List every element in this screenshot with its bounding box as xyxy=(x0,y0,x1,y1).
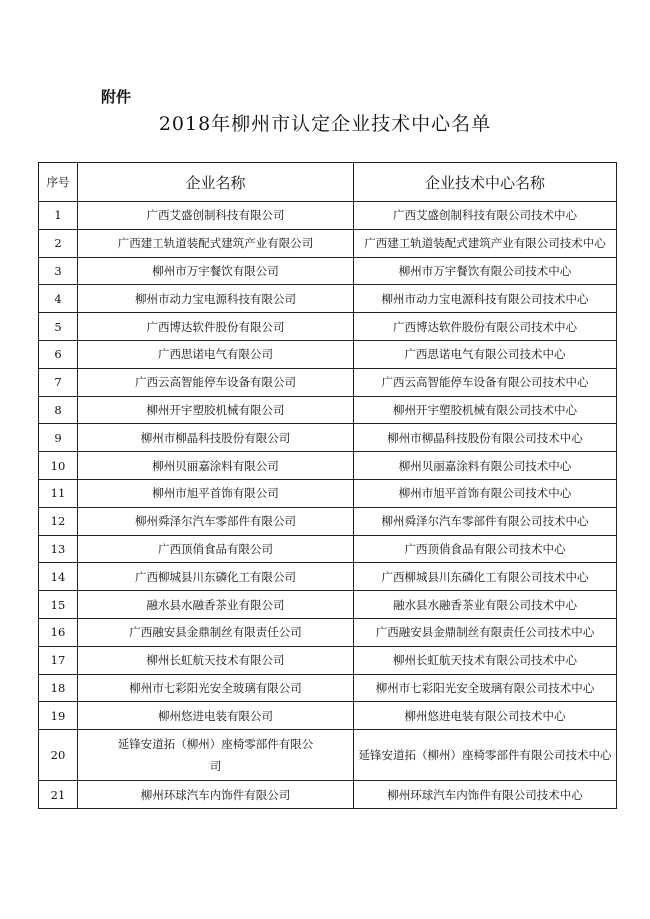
seq-cell: 11 xyxy=(39,479,78,507)
company-cell-line: 延锋安道拓（柳州）座椅零部件有限公 xyxy=(117,737,314,752)
seq-cell: 20 xyxy=(39,730,78,781)
center-cell: 广西艾盛创制科技有限公司技术中心 xyxy=(354,202,617,230)
company-cell: 柳州市旭平首饰有限公司 xyxy=(78,479,354,507)
company-cell: 柳州开宇塑胶机械有限公司 xyxy=(78,396,354,424)
table-row xyxy=(39,591,617,619)
table-row xyxy=(39,368,617,396)
company-cell: 融水县水融香茶业有限公司 xyxy=(78,591,354,619)
company-cell: 广西云高智能停车设备有限公司 xyxy=(78,368,354,396)
table-row xyxy=(39,285,617,313)
company-cell-line: 司 xyxy=(209,759,222,774)
seq-cell: 3 xyxy=(39,257,78,285)
company-cell: 柳州市柳晶科技股份有限公司 xyxy=(78,424,354,452)
center-cell: 柳州悠进电装有限公司技术中心 xyxy=(354,702,617,730)
seq-cell: 15 xyxy=(39,591,78,619)
seq-cell: 7 xyxy=(39,368,78,396)
company-cell: 广西顶俏食品有限公司 xyxy=(78,535,354,563)
center-cell: 柳州市万宇餐饮有限公司技术中心 xyxy=(354,257,617,285)
center-cell: 广西思诺电气有限公司技术中心 xyxy=(354,340,617,368)
center-cell: 柳州市动力宝电源科技有限公司技术中心 xyxy=(354,285,617,313)
center-cell: 柳州市柳晶科技股份有限公司技术中心 xyxy=(354,424,617,452)
seq-cell: 6 xyxy=(39,340,78,368)
center-cell: 广西建工轨道装配式建筑产业有限公司技术中心 xyxy=(354,229,617,257)
table-row xyxy=(39,257,617,285)
center-cell: 融水县水融香茶业有限公司技术中心 xyxy=(354,591,617,619)
table-row xyxy=(39,535,617,563)
seq-cell: 1 xyxy=(39,202,78,230)
table-row xyxy=(39,479,617,507)
center-cell: 柳州舜泽尔汽车零部件有限公司技术中心 xyxy=(354,507,617,535)
seq-cell: 13 xyxy=(39,535,78,563)
seq-cell: 14 xyxy=(39,563,78,591)
company-cell: 广西艾盛创制科技有限公司 xyxy=(78,202,354,230)
company-cell: 柳州市动力宝电源科技有限公司 xyxy=(78,285,354,313)
table-row xyxy=(39,646,617,674)
table-row xyxy=(39,781,617,809)
table-row xyxy=(39,452,617,480)
center-cell: 广西顶俏食品有限公司技术中心 xyxy=(354,535,617,563)
table-row xyxy=(39,563,617,591)
company-cell: 广西思诺电气有限公司 xyxy=(78,340,354,368)
header-company: 企业名称 xyxy=(78,163,354,202)
company-cell: 广西博达软件股份有限公司 xyxy=(78,313,354,341)
table-row xyxy=(39,618,617,646)
company-cell: 柳州贝丽嘉涂料有限公司 xyxy=(78,452,354,480)
center-cell: 柳州贝丽嘉涂料有限公司技术中心 xyxy=(354,452,617,480)
table-row xyxy=(39,507,617,535)
table-header-row xyxy=(39,163,617,202)
attachment-label: 附件 xyxy=(101,88,132,106)
center-cell: 柳州开宇塑胶机械有限公司技术中心 xyxy=(354,396,617,424)
center-cell: 延锋安道拓（柳州）座椅零部件有限公司技术中心 xyxy=(354,730,617,781)
table-row xyxy=(39,674,617,702)
seq-cell: 2 xyxy=(39,229,78,257)
seq-cell: 17 xyxy=(39,646,78,674)
seq-cell: 8 xyxy=(39,396,78,424)
company-cell: 广西柳城县川东磷化工有限公司 xyxy=(78,563,354,591)
center-cell: 柳州市旭平首饰有限公司技术中心 xyxy=(354,479,617,507)
company-cell: 柳州市七彩阳光安全玻璃有限公司 xyxy=(78,674,354,702)
table-row xyxy=(39,313,617,341)
seq-cell: 12 xyxy=(39,507,78,535)
seq-cell: 18 xyxy=(39,674,78,702)
center-cell: 广西云高智能停车设备有限公司技术中心 xyxy=(354,368,617,396)
seq-cell: 5 xyxy=(39,313,78,341)
company-cell: 广西融安县金鼎制丝有限责任公司 xyxy=(78,618,354,646)
company-cell: 广西建工轨道装配式建筑产业有限公司 xyxy=(78,229,354,257)
center-cell: 柳州长虹航天技术有限公司技术中心 xyxy=(354,646,617,674)
company-cell: 柳州市万宇餐饮有限公司 xyxy=(78,257,354,285)
center-cell: 广西博达软件股份有限公司技术中心 xyxy=(354,313,617,341)
seq-cell: 19 xyxy=(39,702,78,730)
center-cell: 广西融安县金鼎制丝有限责任公司技术中心 xyxy=(354,618,617,646)
header-center: 企业技术中心名称 xyxy=(354,163,617,202)
table-row xyxy=(39,730,617,781)
center-cell: 广西柳城县川东磷化工有限公司技术中心 xyxy=(354,563,617,591)
company-cell: 柳州环球汽车内饰件有限公司 xyxy=(78,781,354,809)
seq-cell: 21 xyxy=(39,781,78,809)
seq-cell: 4 xyxy=(39,285,78,313)
table-row xyxy=(39,202,617,230)
center-cell: 柳州市七彩阳光安全玻璃有限公司技术中心 xyxy=(354,674,617,702)
table-row xyxy=(39,424,617,452)
company-cell: 柳州舜泽尔汽车零部件有限公司 xyxy=(78,507,354,535)
company-cell: 柳州长虹航天技术有限公司 xyxy=(78,646,354,674)
seq-cell: 10 xyxy=(39,452,78,480)
table-row xyxy=(39,340,617,368)
page-title: 2018年柳州市认定企业技术中心名单 xyxy=(158,113,492,135)
table-row xyxy=(39,702,617,730)
table-row xyxy=(39,229,617,257)
header-seq: 序号 xyxy=(39,163,78,202)
table-row xyxy=(39,396,617,424)
company-cell: 柳州悠进电装有限公司 xyxy=(78,702,354,730)
seq-cell: 16 xyxy=(39,618,78,646)
seq-cell: 9 xyxy=(39,424,78,452)
center-cell: 柳州环球汽车内饰件有限公司技术中心 xyxy=(354,781,617,809)
company-cell xyxy=(78,730,354,781)
enterprise-tech-center-table xyxy=(38,162,617,809)
